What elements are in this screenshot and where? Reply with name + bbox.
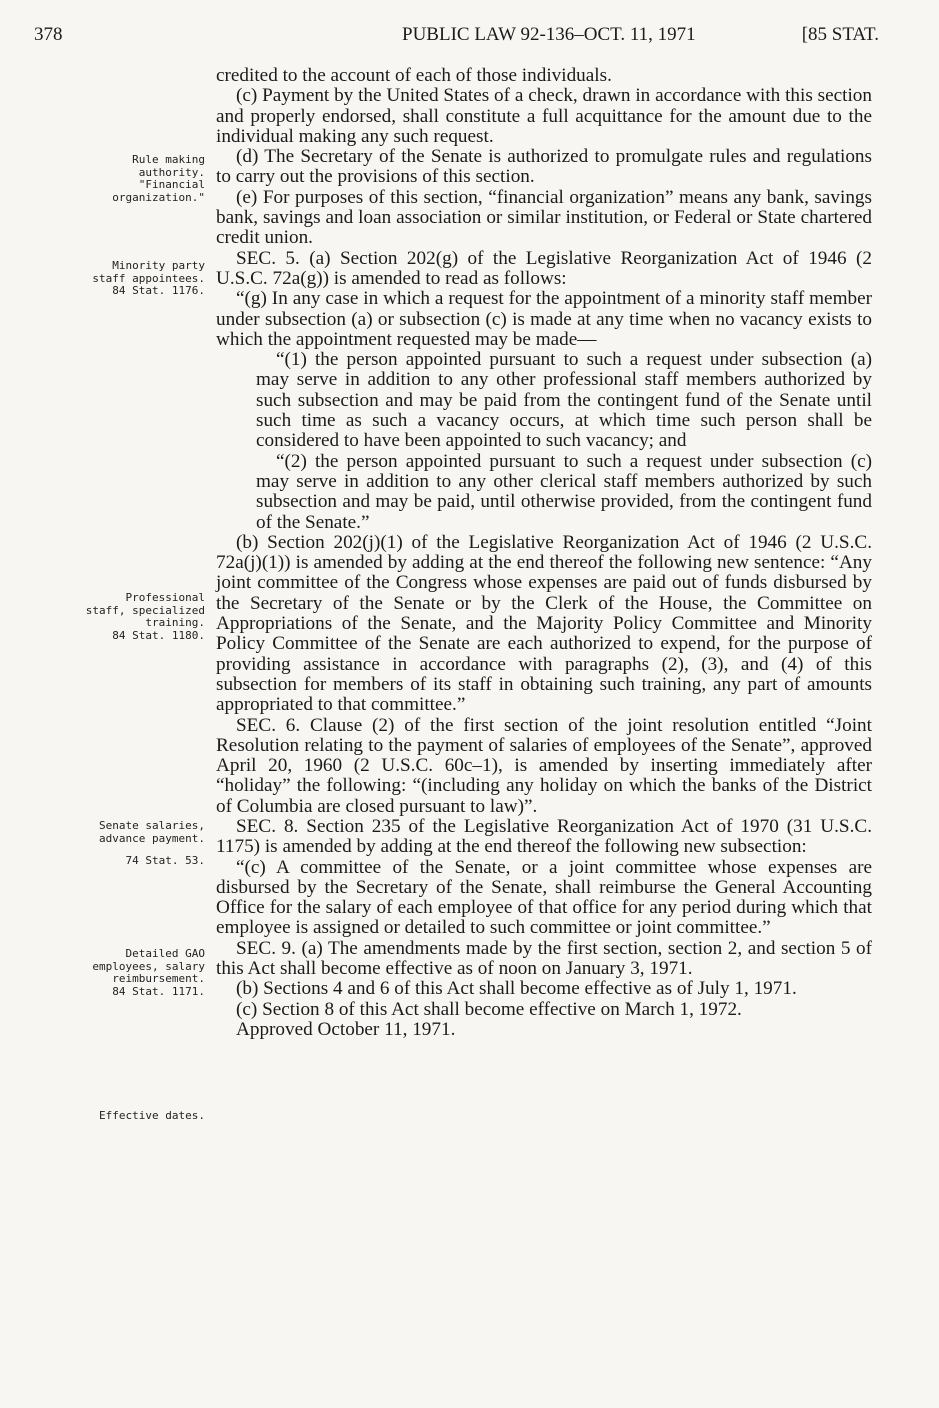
paragraph: “(g) In any case in which a request for the appointment of a minority staff member under subsection (a) or subsection (c) is made at any time when no vacancy exists to which the appointment requested may be made— bbox=[216, 288, 872, 350]
paragraph: (b) Section 202(j)(1) of the Legislative Reorganization Act of 1946 (2 U.S.C. 72a(j)(1)) is amended by adding at the end thereof the following new sentence: “Any joint committee of the Congress whose expenses are paid out of funds disbursed by the Secretary of the Senate or by the Clerk of the House, the Committee on Appropriations of the Senate, and the Majority Policy Committee and Minority Policy Committee of the Senate are each authorized to expend, for the purpose of providing assistance in accordance with paragraphs (2), (3), and (4) of this subsection for members of its staff in obtaining such training, any part of amounts appropriated to that committee.” bbox=[216, 531, 872, 716]
paragraph: (c) Payment by the United States of a check, drawn in accordance with this section and properly endorsed, shall constitute a full acquittance for the amount due to the individual making any such request. bbox=[216, 85, 872, 147]
page-title: PUBLIC LAW 92-136–OCT. 11, 1971 bbox=[402, 24, 696, 45]
subparagraph: “(1) the person appointed pursuant to such a request under subsection (a) may serve in addition to any other professional staff members authorized by such subsection and may be paid from the contingent fund of the Senate until such time as such a vacancy occurs, at which time such person shall be considered to have been appointed to such vacancy; and bbox=[256, 349, 872, 452]
note-line: advance payment. bbox=[99, 831, 205, 845]
margin-note-rule-making bbox=[65, 154, 205, 204]
paragraph: (c) Section 8 of this Act shall become effective on March 1, 1972. bbox=[236, 998, 742, 1020]
section-8: SEC. 8. Section 235 of the Legislative Reorganization Act of 1970 (31 U.S.C. 1175) is amended by adding at the end thereof the following new subsection: bbox=[216, 815, 872, 858]
margin-note-senate-salaries bbox=[65, 820, 205, 868]
note-line: 74 Stat. 53. bbox=[125, 854, 205, 867]
paragraph: “(c) A committee of the Senate, or a joint committee whose expenses are disbursed by the Secretary of the Senate, shall reimburse the General Accounting Office for the salary of each employee of that office for any period during which that employee is assigned or detailed to such committee or joint committee.” bbox=[216, 856, 872, 939]
note-line: staff, specialized bbox=[85, 603, 205, 617]
note-line: employees, salary bbox=[92, 959, 205, 973]
body-text bbox=[216, 66, 872, 1040]
margin-note-minority-staff bbox=[65, 260, 205, 298]
note-line: 84 Stat. 1171. bbox=[112, 984, 205, 998]
paragraph: (e) For purposes of this section, “financial organization” means any bank, savings bank, savings and loan association or similar institution, or Federal or State chartered credit union. bbox=[216, 186, 872, 249]
note-line: Rule making bbox=[132, 153, 205, 166]
note-line: Senate salaries, bbox=[99, 819, 205, 832]
paragraph: credited to the account of each of those individuals. bbox=[216, 65, 612, 86]
margin-note-gao-employees bbox=[65, 948, 205, 998]
paragraph: (b) Sections 4 and 6 of this Act shall become effective as of July 1, 1971. bbox=[236, 978, 797, 1000]
statute-reference: [85 STAT. bbox=[801, 24, 879, 45]
margin-note-effective-dates bbox=[65, 1110, 205, 1123]
running-header bbox=[34, 24, 879, 54]
note-line: 84 Stat. 1180. bbox=[112, 628, 205, 642]
note-line: Effective dates. bbox=[99, 1109, 205, 1122]
paragraph: (d) The Secretary of the Senate is authorized to promulgate rules and regulations to carry out the provisions of this section. bbox=[216, 146, 872, 188]
section-9: SEC. 9. (a) The amendments made by the first section, section 2, and section 5 of this Act shall become effective as of noon on January 3, 1971. bbox=[216, 937, 872, 980]
note-line: staff appointees. bbox=[92, 271, 205, 285]
section-6: SEC. 6. Clause (2) of the first section of the joint resolution entitled “Joint Resolution relating to the payment of salaries of employees of the Senate”, approved April 20, 1960 (2 U.S.C. 60c–1), is amended by inserting immediately after “holiday” the following: “(including any holiday on which the banks of the District of Columbia are closed pursuant to law)”. bbox=[216, 714, 872, 817]
note-line: authority. bbox=[138, 165, 205, 179]
note-line: "Financial bbox=[138, 178, 205, 191]
note-line: Professional bbox=[125, 591, 205, 604]
subparagraph: “(2) the person appointed pursuant to such a request under subsection (c) may serve in addition to any other clerical staff members authorized by such subsection and may be paid, until otherwise provided, from the contingent fund of the Senate.” bbox=[256, 450, 872, 533]
note-line: training. bbox=[145, 616, 205, 629]
note-line: Detailed GAO bbox=[125, 947, 205, 960]
margin-note-professional-staff bbox=[65, 592, 205, 642]
note-line: Minority party bbox=[112, 259, 205, 272]
note-line: organization." bbox=[112, 190, 205, 204]
note-line: reimbursement. bbox=[112, 972, 205, 985]
note-line: 84 Stat. 1176. bbox=[112, 284, 205, 297]
page-number: 378 bbox=[34, 24, 63, 45]
approval-date: Approved October 11, 1971. bbox=[236, 1018, 456, 1040]
section-5: SEC. 5. (a) Section 202(g) of the Legislative Reorganization Act of 1946 (2 U.S.C. 72a(g)) is amended to read as follows: bbox=[216, 247, 872, 289]
